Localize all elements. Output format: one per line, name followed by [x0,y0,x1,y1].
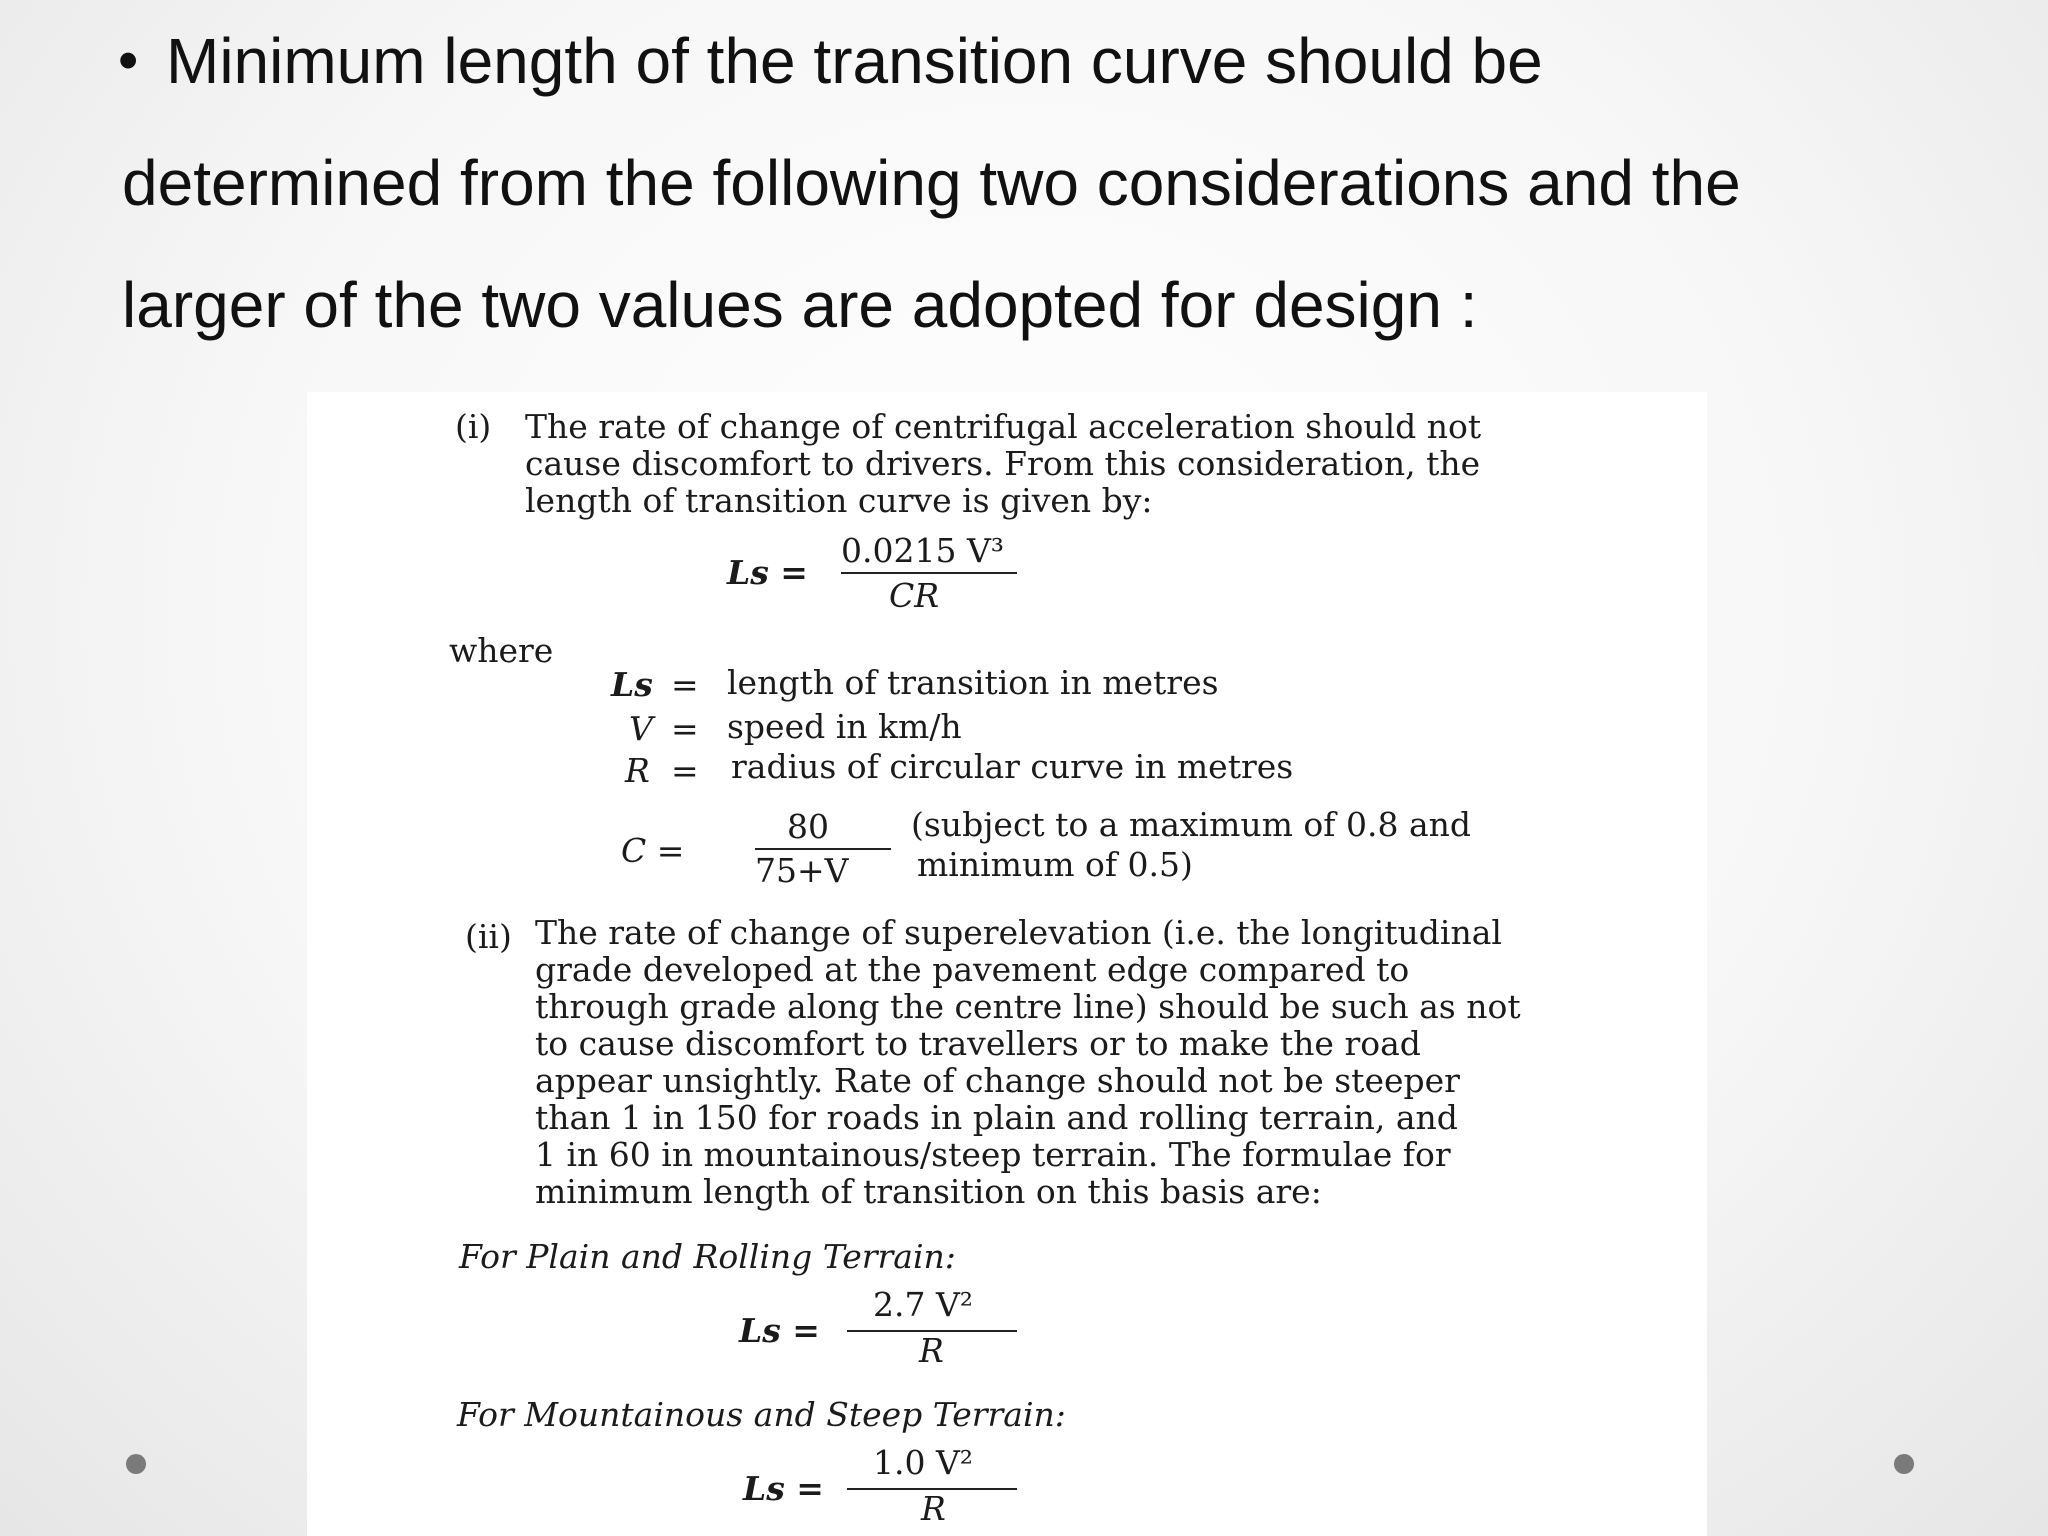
c-definition-symbol: C = [621,831,685,870]
item-2-line-3: through grade along the centre line) should be such as not [535,987,1521,1026]
definition-text-v: speed in km/h [727,707,962,746]
where-label: where [449,631,554,670]
item-1-label: (i) [455,407,492,446]
item-2-line-5: appear unsightly. Rate of change should not be steeper [535,1061,1460,1100]
bullet-mark: • [118,28,139,93]
scanned-textbook-excerpt [307,392,1707,1536]
bullet-line-2: determined from the following two considerations and the [122,147,1741,219]
definition-symbol-r: R [625,751,650,790]
item-2-line-2: grade developed at the pavement edge compared to [535,950,1410,989]
c-definition-note-line-1: (subject to a maximum of 0.8 and [911,805,1472,844]
c-definition-note-line-2: minimum of 0.5) [917,845,1193,884]
slide-corner-dot-right [1894,1454,1914,1474]
formula-1-denominator: CR [889,576,940,615]
formula-3-denominator: R [921,1489,946,1528]
item-1-line-3: length of transition curve is given by: [525,481,1153,520]
definition-eq-v: = [671,709,699,748]
bullet-line-3: larger of the two values are adopted for design : [122,269,1478,341]
definition-symbol-v: V [629,709,653,748]
formula-2-denominator: R [919,1331,944,1370]
formula-2-numerator: 2.7 V² [873,1285,974,1324]
bullet-line-1: Minimum length of the transition curve should be [166,25,1543,97]
item-2-line-7: 1 in 60 in mountainous/steep terrain. The formulae for [535,1135,1451,1174]
formula-1-lhs: Ls = [727,553,808,592]
definition-text-ls: length of transition in metres [727,663,1219,702]
c-definition-numerator: 80 [787,807,829,846]
formula-2-lhs: Ls = [739,1311,820,1350]
definition-eq-r: = [671,751,699,790]
item-2-line-4: to cause discomfort to travellers or to make the road [535,1024,1421,1063]
formula-1-fraction-bar [841,572,1017,574]
formula-1-numerator: 0.0215 V³ [841,531,1005,570]
item-2-line-8: minimum length of transition on this basis are: [535,1172,1322,1211]
formula-3-lhs: Ls = [743,1469,824,1508]
definition-symbol-ls: Ls [611,665,653,704]
item-1-line-2: cause discomfort to drivers. From this consideration, the [525,444,1481,483]
plain-terrain-heading: For Plain and Rolling Terrain: [459,1237,956,1276]
mountain-terrain-heading: For Mountainous and Steep Terrain: [457,1395,1066,1434]
item-2-line-6: than 1 in 150 for roads in plain and rolling terrain, and [535,1098,1458,1137]
formula-3-numerator: 1.0 V² [873,1443,974,1482]
c-definition-denominator: 75+V [755,851,849,890]
item-2-label: (ii) [465,917,512,956]
c-definition-fraction-bar [755,848,891,850]
definition-text-r: radius of circular curve in metres [731,747,1294,786]
item-1-line-1: The rate of change of centrifugal acceleration should not [525,407,1482,446]
slide-corner-dot-left [126,1454,146,1474]
definition-eq-ls: = [671,665,699,704]
item-2-line-1: The rate of change of superelevation (i.e. the longitudinal [535,913,1502,952]
